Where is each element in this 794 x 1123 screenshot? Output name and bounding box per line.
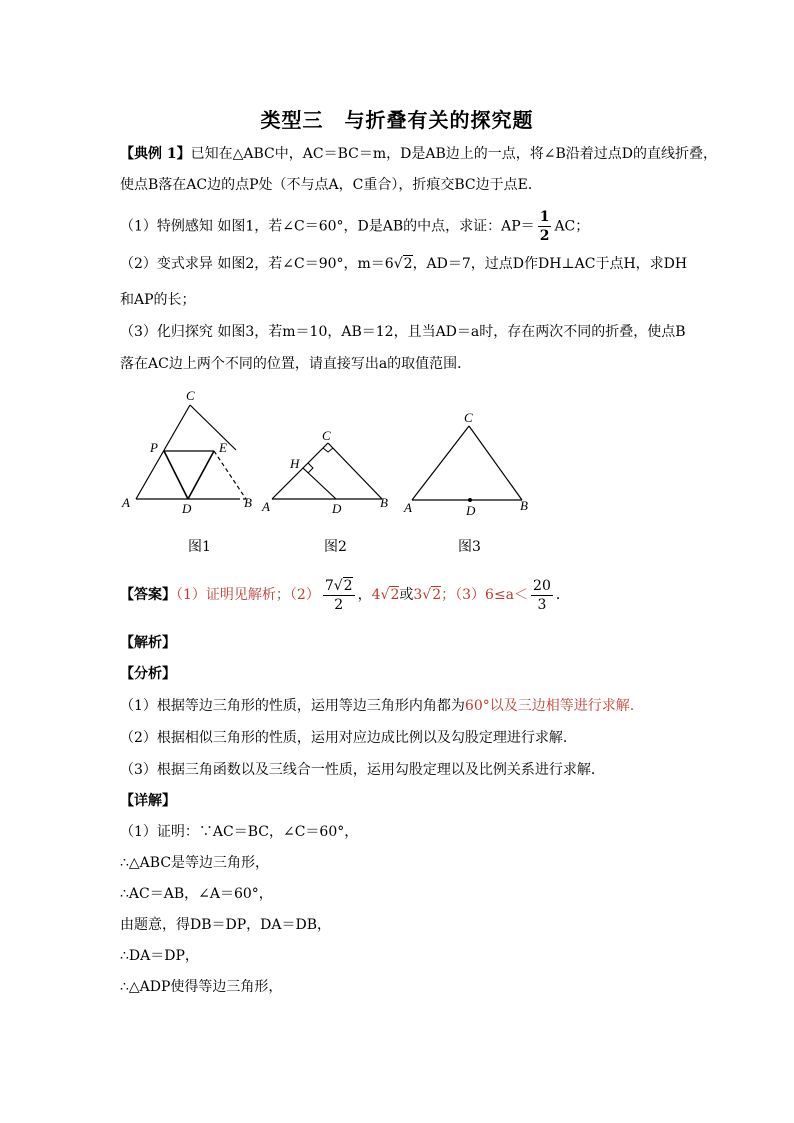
fig2-label-c: C [322, 428, 331, 443]
answer-tag: 【答案】 [120, 587, 176, 603]
figure-2 [260, 425, 400, 520]
figure-3 [400, 408, 540, 520]
fig1-label-a: A [122, 495, 130, 510]
detail-line-1: （1）证明：∵AC＝BC，∠C＝60°， [120, 824, 359, 840]
question-3-line-1: （3）化归探究 如图3，若m＝10，AB＝12，且当AD＝a时，存在两次不同的折叠，使点B [120, 324, 686, 340]
fraction-one-half: $\frac{1}{2}$ [539, 209, 550, 244]
figure-1 [118, 385, 278, 520]
fraction-20-over-3: $\frac{20}{3}$ [533, 577, 551, 613]
answer-line: 【答案】（1）证明见解析；（2） $\frac{7√2}{2}$ ，4√2或3√2；（3）6≤a＜ $\frac{20}{3}$ ． [120, 577, 570, 613]
figure-2-caption: 图2 [324, 539, 347, 555]
fig2-label-d: D [332, 501, 342, 516]
fraction-7root2-over-2: $\frac{7√2}{2}$ [324, 577, 353, 613]
analysis-tag: 【解析】 [120, 635, 176, 651]
fig1-label-p: P [150, 440, 158, 455]
question-2-line-2: 和AP的长； [120, 292, 196, 308]
detail-line-6: ∴△ADP使得等边三角形， [120, 979, 283, 995]
detail-line-5: ∴DA＝DP， [120, 948, 199, 964]
detail-tag: 【详解】 [120, 793, 176, 809]
example-tag: 【典例 1】 [120, 146, 191, 162]
figure-1-caption: 图1 [188, 539, 211, 555]
detail-line-3: ∴AC＝AB，∠A＝60°， [120, 886, 273, 902]
problem-line-2: 使点B落在AC边的点P处（不与点A，C重合），折痕交BC边于点E． [120, 177, 542, 193]
fig1-label-c: C [186, 388, 195, 403]
question-1: （1）特例感知 如图1，若∠C＝60°，D是AB的中点，求证：AP＝ $\frac{1}{2}$ AC； [120, 209, 590, 244]
question-3-line-2: 落在AC边上两个不同的位置，请直接写出a的取值范围． [120, 356, 472, 372]
analysis-line-1: （1）根据等边三角形的性质，运用等边三角形内角都为60°以及三边相等进行求解. [120, 698, 635, 714]
fig1-label-e: E [219, 440, 227, 455]
detail-line-4: 由题意，得DB＝DP，DA＝DB， [120, 917, 332, 933]
fig2-label-h: H [290, 456, 300, 471]
fig1-label-d: D [182, 501, 192, 516]
analysis-line-3: （3）根据三角函数以及三线合一性质，运用勾股定理以及比例关系进行求解． [120, 762, 605, 778]
page-title: 类型三 与折叠有关的探究题 [260, 108, 534, 132]
problem-line-1: 【典例 1】已知在△ABC中，AC＝BC＝m，D是AB边上的一点，将∠B沿着过点D的直线折叠， [120, 146, 717, 162]
fig2-label-a: A [262, 499, 270, 514]
fig3-label-c: C [464, 410, 473, 425]
fig3-label-b: B [520, 498, 528, 513]
fig3-label-a: A [404, 500, 412, 515]
figure-3-caption: 图3 [458, 539, 481, 555]
analysis-line-2: （2）根据相似三角形的性质，运用对应边成比例以及勾股定理进行求解． [120, 730, 577, 746]
detail-line-2: ∴△ABC是等边三角形， [120, 855, 270, 871]
question-2-line-1: （2）变式求异 如图2，若∠C＝90°，m＝6√2，AD＝7，过点D作DH⊥AC于点H，求DH [120, 256, 688, 272]
fig1-label-b: B [244, 495, 252, 510]
analysis-subtag: 【分析】 [120, 666, 176, 682]
fig3-label-d: D [466, 503, 476, 518]
fig2-label-b: B [380, 495, 388, 510]
